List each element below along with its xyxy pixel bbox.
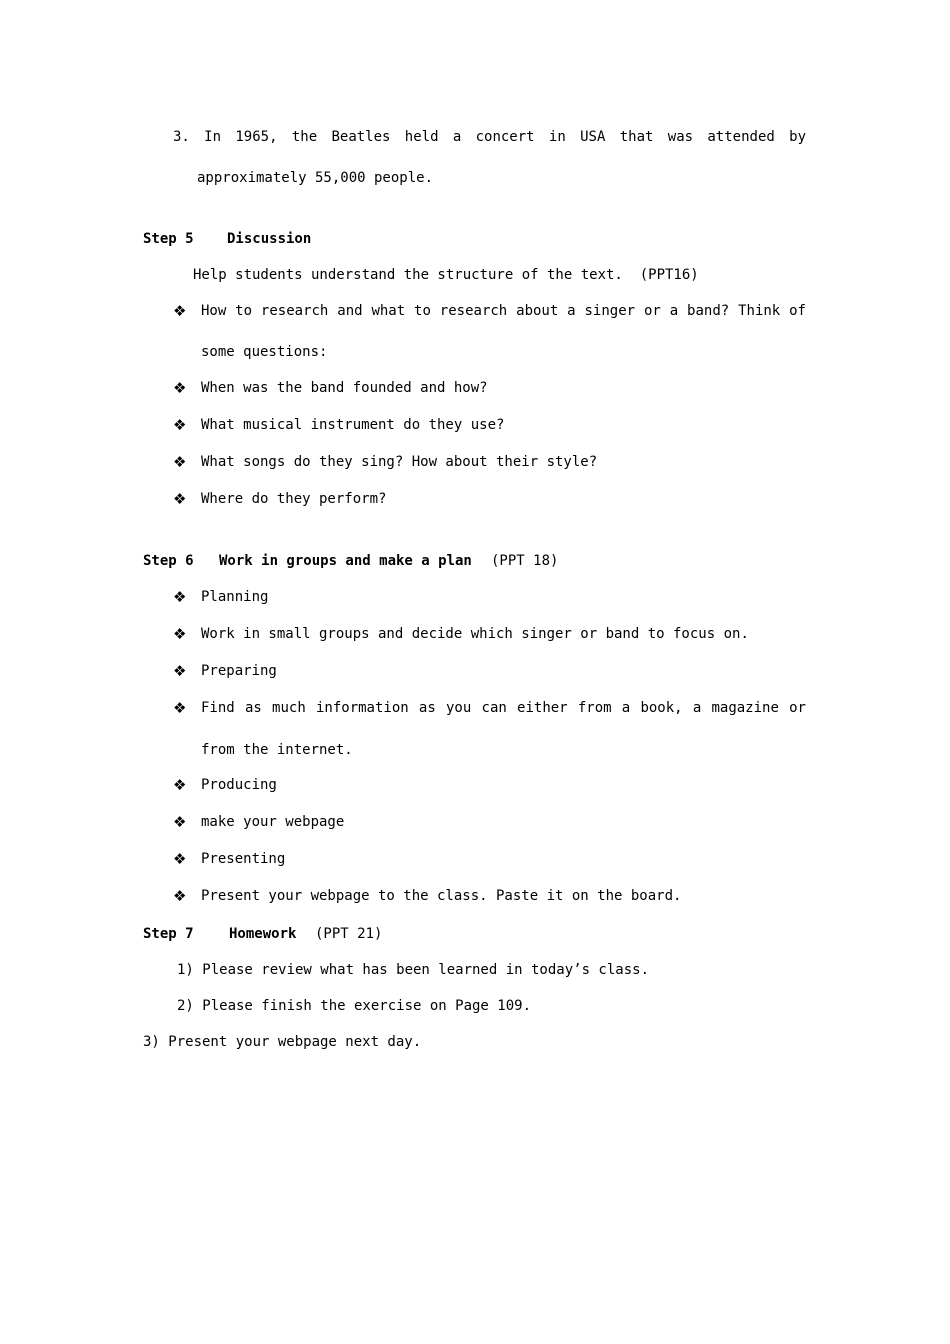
step5-title: Discussion [227, 231, 312, 247]
item3-line1: 3. In 1965, the Beatles held a concert in USA that was attended by [173, 129, 806, 145]
step7-item-3: 3) Present your webpage next day. [143, 1034, 422, 1050]
step6-bullet-4-line2: from the internet. [201, 742, 353, 758]
step5-bullet-1-line1: How to research and what to research about a singer or a band? Think of [201, 303, 806, 319]
bullet-icon: ❖ [173, 776, 187, 794]
bullet-icon: ❖ [173, 813, 187, 831]
bullet-icon: ❖ [173, 453, 187, 471]
step6-bullet-1: Planning [201, 589, 269, 605]
bullet-icon: ❖ [173, 379, 187, 397]
step7-item-2: 2) Please finish the exercise on Page 109. [177, 998, 532, 1014]
step5-bullet-4: What songs do they sing? How about their style? [201, 454, 598, 470]
step6-bullet-4-line1: Find as much information as you can either from a book, a magazine or [201, 700, 806, 716]
bullet-icon: ❖ [173, 662, 187, 680]
bullet-icon: ❖ [173, 490, 187, 508]
step5-bullet-3: What musical instrument do they use? [201, 417, 505, 433]
bullet-icon: ❖ [173, 699, 187, 717]
step7-ref: (PPT 21) [315, 926, 383, 942]
step7-title: Homework [229, 926, 297, 942]
step5-bullet-1-line2: some questions: [201, 344, 328, 360]
step6-bullet-3: Preparing [201, 663, 277, 679]
step6-title: Work in groups and make a plan [219, 553, 472, 569]
step5-bullet-5: Where do they perform? [201, 491, 387, 507]
bullet-icon: ❖ [173, 850, 187, 868]
step6-bullet-5: Producing [201, 777, 277, 793]
step5-intro: Help students understand the structure of the text. (PPT16) [193, 267, 699, 283]
bullet-icon: ❖ [173, 887, 187, 905]
step7-item-1: 1) Please review what has been learned in today’s class. [177, 962, 650, 978]
bullet-icon: ❖ [173, 588, 187, 606]
step6-ref: (PPT 18) [491, 553, 559, 569]
bullet-icon: ❖ [173, 302, 187, 320]
item3-line2: approximately 55,000 people. [197, 170, 434, 186]
step6-bullet-6: make your webpage [201, 814, 345, 830]
bullet-icon: ❖ [173, 416, 187, 434]
step5-label: Step 5 [143, 231, 194, 247]
step6-bullet-2: Work in small groups and decide which singer or band to focus on. [201, 626, 749, 642]
step6-bullet-8: Present your webpage to the class. Paste it on the board. [201, 888, 682, 904]
step6-label: Step 6 [143, 553, 194, 569]
step6-bullet-7: Presenting [201, 851, 286, 867]
bullet-icon: ❖ [173, 625, 187, 643]
step7-label: Step 7 [143, 926, 194, 942]
step5-bullet-2: When was the band founded and how? [201, 380, 488, 396]
